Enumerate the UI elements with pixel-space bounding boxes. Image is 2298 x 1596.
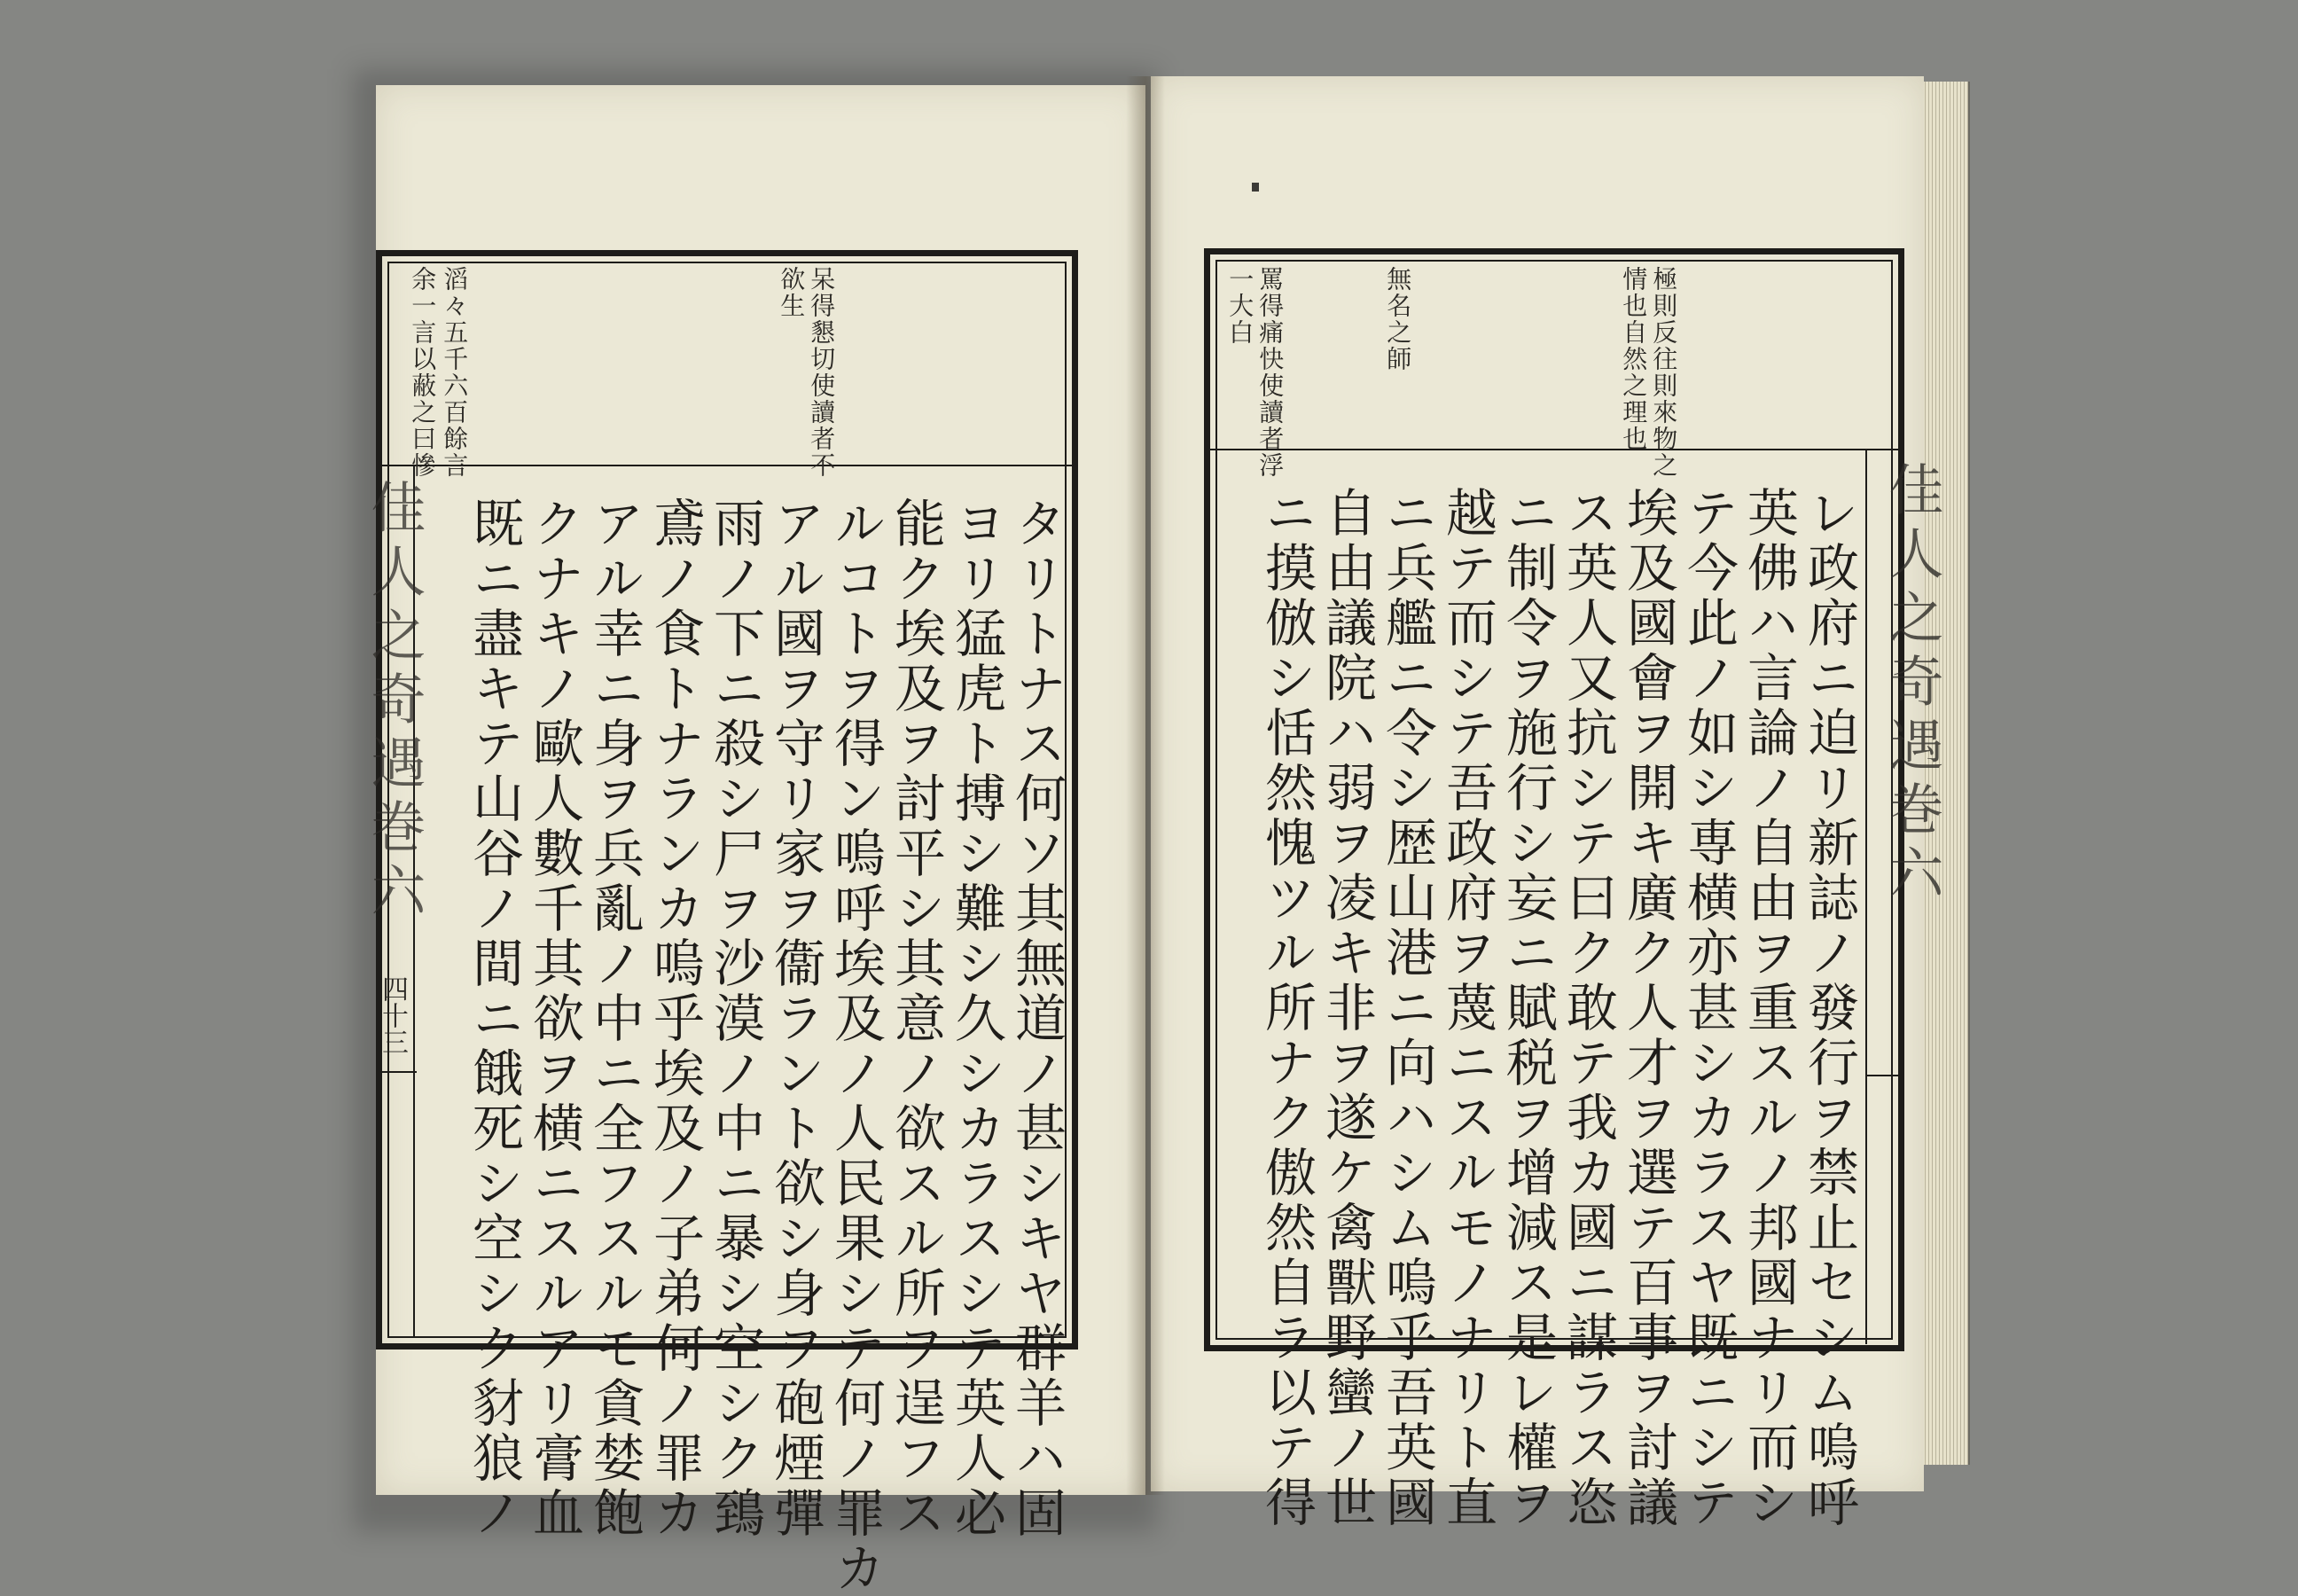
- left-body-column-2: ヨリ猛虎ト搏シ難シ久シカラスシテ英人必: [946, 497, 1006, 1541]
- book-gutter: [1126, 76, 1165, 1495]
- left-head-note-1: 呆得懇切使讀者不: [807, 266, 837, 479]
- right-margin-divider: [1865, 1075, 1901, 1076]
- left-body-column-7: 鳶ノ食トナランカ嗚乎埃及ノ子弟何ノ罪カ: [645, 497, 705, 1541]
- right-head-divider: [1209, 449, 1899, 450]
- right-margin-title: 佳人之奇遇巻六: [1880, 461, 1944, 908]
- right-head-note-5: 一大白: [1225, 266, 1255, 346]
- left-head-note-2: 欲生: [777, 266, 807, 319]
- right-body-column-2: 英佛ハ言論ノ自由ヲ重スルノ邦國ナリ而シ: [1739, 486, 1799, 1530]
- left-body-column-6: 雨ノ下ニ殺シ尸ヲ沙漠ノ中ニ暴シ空シク鵄: [705, 497, 765, 1541]
- right-body-column-10: ニ摸倣シ恬然愧ツル所ナク傲然自ラ以テ得: [1256, 486, 1317, 1530]
- right-body-column-8: ニ兵艦ニ令シ歴山港ニ向ハシム嗚乎吾英國: [1377, 486, 1437, 1530]
- right-head-note-2: 情也自然之理也: [1619, 266, 1649, 452]
- left-body-column-1: タリトナス何ソ其無道ノ甚シキヤ群羊ハ固: [1006, 497, 1067, 1541]
- right-body-column-6: ニ制令ヲ施行シ妄ニ賦税ヲ增減ス是レ權ヲ: [1497, 486, 1558, 1530]
- ink-mark: [1252, 183, 1259, 192]
- right-body-column-7: 越テ而シテ吾政府ヲ蔑ニスルモノナリト直: [1437, 486, 1497, 1530]
- left-head-note-3: 滔々五千六百餘言: [440, 266, 470, 479]
- left-body-column-3: 能ク埃及ヲ討平シ其意ノ欲スル所ヲ逞フス: [886, 497, 946, 1541]
- left-head-divider: [381, 465, 1073, 466]
- right-head-note-3: 無名之師: [1383, 266, 1413, 372]
- right-margin-rule: [1865, 449, 1867, 1344]
- right-head-note-1: 極則反往則來物之: [1649, 266, 1679, 479]
- right-body-column-3: テ今此ノ如シ専横亦甚シカラスヤ既ニシテ: [1678, 486, 1739, 1530]
- right-body-column-4: 埃及國會ヲ開キ廣ク人才ヲ選テ百事ヲ討議: [1618, 486, 1678, 1530]
- right-body-column-1: レ政府ニ迫リ新誌ノ發行ヲ禁止セシム嗚呼: [1799, 486, 1859, 1530]
- left-body-column-10: 既ニ盡キテ山谷ノ間ニ餓死シ空シク豺狼ノ: [464, 497, 524, 1541]
- right-body-column-9: 自由議院ハ弱ヲ凌キ非ヲ遂ケ禽獸野蠻ノ世: [1317, 486, 1377, 1530]
- left-head-note-4: 余一言以蔽之曰慘: [408, 266, 438, 479]
- left-folio: 四十三: [377, 975, 408, 1055]
- left-body-column-9: クナキノ歐人數千其欲ヲ横ニスルアリ膏血: [524, 497, 584, 1541]
- left-body-column-8: アル幸ニ身ヲ兵亂ノ中ニ全フスルモ貪婪飽: [584, 497, 645, 1541]
- left-margin-divider: [381, 1071, 417, 1073]
- left-margin-title: 佳人之奇遇巻六: [362, 479, 426, 926]
- left-body-column-5: アル國ヲ守リ家ヲ衞ラント欲シ身ヲ砲煙彈: [765, 497, 825, 1541]
- right-head-note-4: 罵得痛快使讀者浮: [1255, 266, 1286, 479]
- right-body-column-5: ス英人又抗シテ曰ク敢テ我カ國ニ謀ラス恣: [1558, 486, 1618, 1530]
- left-body-column-4: ルコトヲ得ン嗚呼埃及ノ人民果シテ何ノ罪カ: [825, 497, 886, 1596]
